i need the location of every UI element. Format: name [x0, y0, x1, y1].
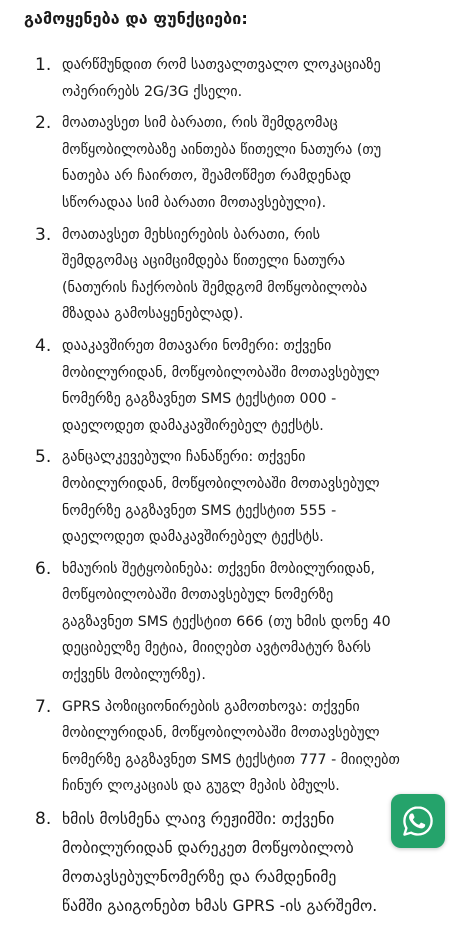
item-text-line: ნომერზე გაგზავნეთ SMS ტექსტით 555 -	[62, 502, 337, 519]
item-text-line: დაელოდეთ დამაკავშირებელ ტექსტს.	[62, 529, 324, 546]
item-text-line: მობილურიდან, მოწყობილობაში მოთავსებულ	[62, 475, 380, 492]
item-text-line: ნომერზე გაგზავნეთ SMS ტექსტით 000 -	[62, 391, 337, 408]
item-text-line: მობილურიდან დარეკეთ მოწყობილობ	[62, 839, 354, 858]
item-text-line: მოათავსეთ მეხსიერების ბარათი, რის	[62, 226, 321, 243]
list-item	[0, 333, 451, 439]
list-item	[0, 110, 451, 216]
item-number: 6.	[35, 558, 52, 579]
item-text-line: ხმის მოსმენა ლაივ რეჟიმში: თქვენი	[62, 810, 335, 829]
item-text-line: თქვენს მობილურზე).	[62, 667, 206, 684]
item-number: 5.	[35, 447, 52, 468]
list-item	[0, 222, 451, 328]
item-text-line: შემდგომაც აციმციმდება წითელი ნათურა	[62, 253, 346, 270]
item-number: 7.	[35, 696, 52, 717]
list-item	[0, 805, 451, 921]
item-text-line: განცალკევებული ჩანაწერი: თქვენი	[62, 449, 306, 466]
item-text-line: წამში გაიგონებთ ხმას GPRS -ის გარშემო.	[62, 897, 378, 916]
instructions-list	[0, 52, 451, 926]
section-heading: გამოყენება და ფუნქციები:	[24, 9, 248, 28]
item-text-line: ნათება არ ჩაირთო, შეამოწმეთ რამდენად	[62, 168, 352, 185]
item-text-line: დეციბელზე მეტია, მიიღებთ ავტომატურ ზარს	[62, 640, 371, 657]
item-text-line: (ნათურის ჩაქრობის შემდგომ მოწყობილობა	[62, 279, 368, 296]
item-text-line: მოათავსეთ სიმ ბარათი, რის შემდგომაც	[62, 115, 338, 132]
item-text-line: GPRS პოზიციონირების გამოთხოვა: თქვენი	[62, 698, 360, 715]
item-text-line: მობილურიდან, მოწყობილობაში მოთავსებულ	[62, 725, 380, 742]
list-item	[0, 694, 451, 800]
item-text-line: მობილურიდან, მოწყობილობაში მოთავსებულ	[62, 364, 380, 381]
item-number: 4.	[35, 335, 52, 356]
item-text-line: დაელოდეთ დამაკავშირებელ ტექსტს.	[62, 417, 324, 434]
item-text-line: ხმაურის შეტყობინება: თქვენი მობილურიდან,	[62, 560, 375, 577]
item-number: 8.	[35, 809, 52, 830]
item-text-line: მოთავსებულნომერზე და რამდენიმე	[62, 868, 337, 887]
list-item	[0, 444, 451, 550]
list-item	[0, 52, 451, 105]
item-text-line: მოწყობილობაზე აინთება წითელი ნათურა (თუ	[62, 141, 382, 158]
item-text-line: დარწმუნდით რომ სათვალთვალო ლოკაციაზე	[62, 57, 381, 73]
item-text-line: დააკავშირეთ მთავარი ნომერი: თქვენი	[62, 337, 332, 354]
item-number: 3.	[35, 224, 52, 245]
item-text-line: ჩინურ ლოკაციას და გუგლ მეპის ბმულს.	[62, 778, 340, 795]
item-text-line: მოწყობილობაში მოთავსებულ ნომერზე	[62, 587, 334, 604]
item-text-line: მზადაა გამოსაყენებლად).	[62, 306, 244, 323]
list-item	[0, 556, 451, 689]
whatsapp-icon	[401, 804, 435, 838]
item-text-line: ოპერირებს 2G/3G ქსელი.	[62, 83, 243, 100]
item-number: 2.	[35, 113, 52, 134]
item-text-line: სწორადაა სიმ ბარათი მოთავსებული).	[62, 194, 327, 211]
whatsapp-button[interactable]	[391, 794, 445, 848]
item-text-line: გაგზავნეთ SMS ტექსტით 666 (თუ ხმის დონე 40	[62, 613, 391, 630]
item-number: 1.	[35, 55, 52, 75]
item-text-line: ნომერზე გაგზავნეთ SMS ტექსტით 777 - მიიღებთ	[62, 751, 400, 768]
